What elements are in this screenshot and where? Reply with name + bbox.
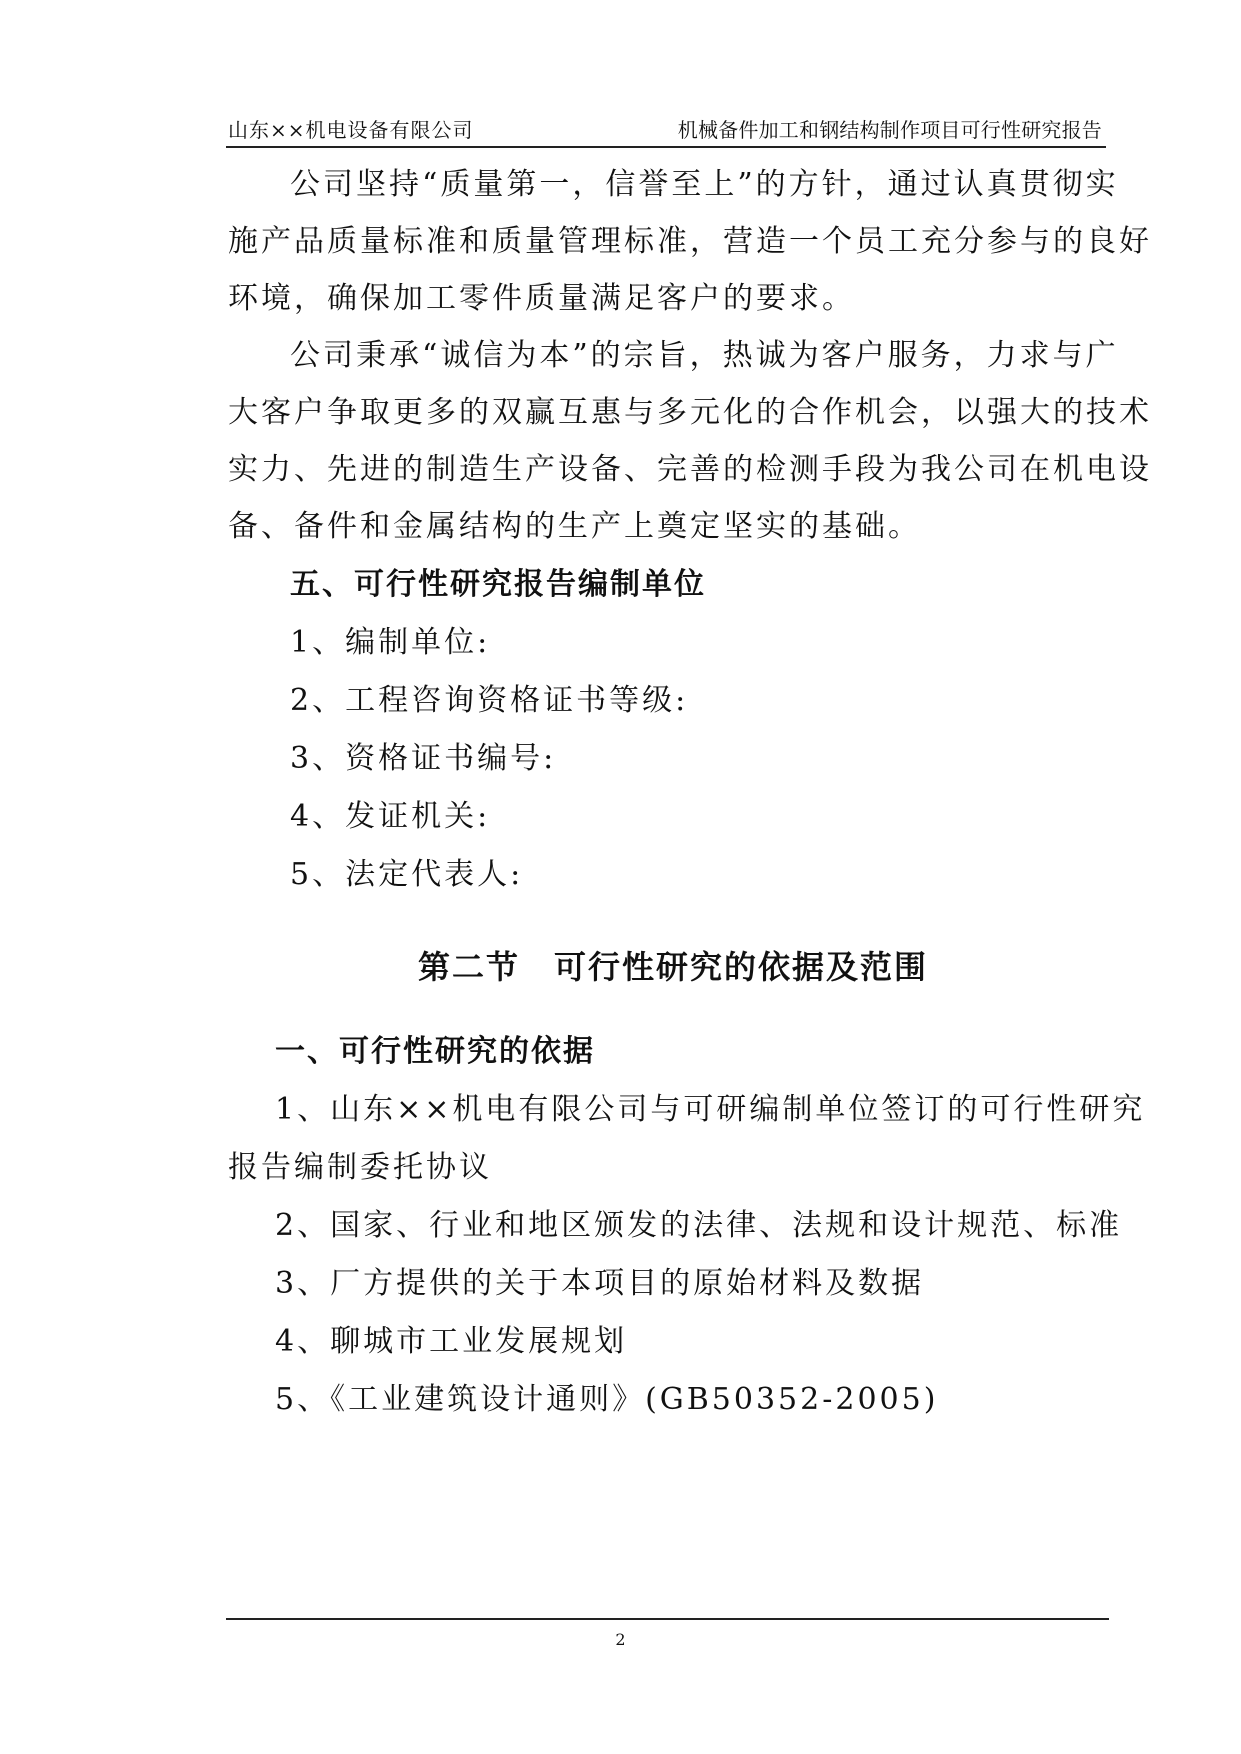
paragraph-2-line-4: 备、备件和金属结构的生产上奠定坚实的基础。 (228, 509, 921, 544)
section-2-title: 第二节 可行性研究的依据及范围 (418, 948, 929, 986)
paragraph-2-line-1: 公司秉承“诚信为本”的宗旨，热诚为客户服务，力求与广 (290, 338, 1119, 373)
basis-item-3: 3、厂方提供的关于本项目的原始材料及数据 (275, 1266, 925, 1301)
header-rule (226, 146, 1106, 148)
footer-rule (226, 1618, 1109, 1620)
basis-item-1-line-1: 1、山东××机电有限公司与可研编制单位签订的可行性研究 (275, 1092, 1146, 1127)
page-number: 2 (615, 1630, 626, 1649)
section-5-heading: 五、可行性研究报告编制单位 (290, 567, 706, 602)
section-5-item-5: 5、法定代表人: (290, 857, 524, 892)
section-5-item-4: 4、发证机关: (290, 799, 491, 834)
basis-item-4: 4、聊城市工业发展规划 (275, 1324, 628, 1359)
section-5-item-1: 1、编制单位: (290, 625, 491, 660)
section-5-item-3: 3、资格证书编号: (290, 741, 557, 776)
section-5-item-2: 2、工程咨询资格证书等级: (290, 683, 689, 718)
paragraph-2-line-3: 实力、先进的制造生产设备、完善的检测手段为我公司在机电设 (228, 452, 1152, 487)
paragraph-2-line-2: 大客户争取更多的双赢互惠与多元化的合作机会，以强大的技术 (228, 395, 1152, 430)
basis-heading: 一、可行性研究的依据 (275, 1034, 595, 1069)
basis-item-1-line-2: 报告编制委托协议 (228, 1150, 492, 1185)
paragraph-1-line-2: 施产品质量标准和质量管理标准，营造一个员工充分参与的良好 (228, 224, 1152, 259)
basis-item-2: 2、国家、行业和地区颁发的法律、法规和设计规范、标准 (275, 1208, 1123, 1243)
basis-item-5: 5、《工业建筑设计通则》(GB50352-2005) (275, 1382, 939, 1417)
header-report-title: 机械备件加工和钢结构制作项目可行性研究报告 (677, 118, 1102, 142)
header-company: 山东××机电设备有限公司 (228, 118, 474, 142)
paragraph-1-line-3: 环境，确保加工零件质量满足客户的要求。 (228, 281, 855, 316)
paragraph-1-line-1: 公司坚持“质量第一，信誉至上”的方针，通过认真贯彻实 (290, 167, 1119, 202)
